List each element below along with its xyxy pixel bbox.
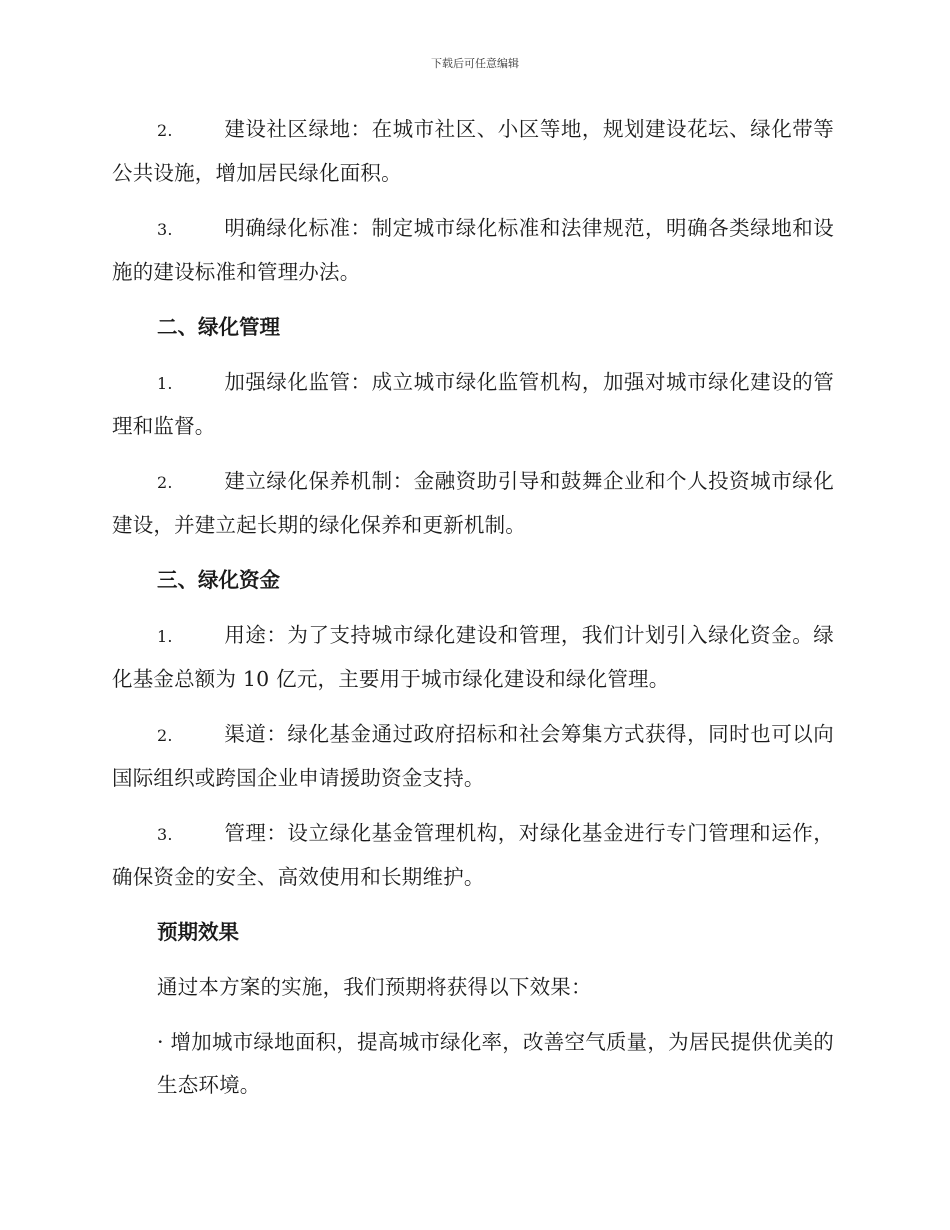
item-text: 建设社区绿地：在城市社区、小区等地，规划建设花坛、绿化带等公共设施，增加居民绿化面积。	[112, 117, 834, 185]
list-item	[112, 207, 834, 294]
item-number: 1.	[157, 627, 173, 646]
item-text: 管理：设立绿化基金管理机构，对绿化基金进行专门管理和运作，确保资金的安全、高效使用和长期维护。	[112, 821, 834, 889]
list-item	[112, 361, 834, 448]
section-heading-management: 二、绿化管理	[157, 315, 280, 339]
item-number: 3.	[157, 825, 173, 844]
list-item	[112, 713, 834, 800]
section-heading-funding: 三、绿化资金	[157, 568, 280, 592]
item-number: 2.	[157, 726, 173, 745]
item-text: 用途：为了支持城市绿化建设和管理，我们计划引入绿化资金。绿化基金总额为 10 亿元，主要用于城市绿化建设和绿化管理。	[112, 623, 834, 691]
list-item	[112, 614, 834, 701]
page-header: 下载后可任意编辑	[431, 57, 519, 70]
intro-paragraph: 通过本方案的实施，我们预期将获得以下效果：	[157, 975, 592, 999]
list-item	[112, 812, 834, 899]
item-number: 1.	[157, 374, 173, 393]
item-text: 加强绿化监管：成立城市绿化监管机构，加强对城市绿化建设的管理和监督。	[112, 370, 834, 438]
item-text: 建立绿化保养机制：金融资助引导和鼓舞企业和个人投资城市绿化建设，并建立起长期的绿化保养和更新机制。	[112, 469, 834, 537]
document-body	[112, 108, 834, 1119]
section-heading-expected-results: 预期效果	[157, 920, 239, 944]
item-number: 3.	[157, 220, 173, 239]
item-number: 2.	[157, 473, 173, 492]
item-text: 明确绿化标准：制定城市绿化标准和法律规范，明确各类绿地和设施的建设标准和管理办法。	[112, 216, 834, 284]
list-item	[112, 108, 834, 195]
item-text: 渠道：绿化基金通过政府招标和社会筹集方式获得，同时也可以向国际组织或跨国企业申请援助资金支持。	[112, 722, 834, 790]
list-item	[112, 460, 834, 547]
item-number: 2.	[157, 121, 173, 140]
bullet-item: · 增加城市绿地面积，提高城市绿化率，改善空气质量，为居民提供优美的生态环境。	[157, 1030, 834, 1097]
